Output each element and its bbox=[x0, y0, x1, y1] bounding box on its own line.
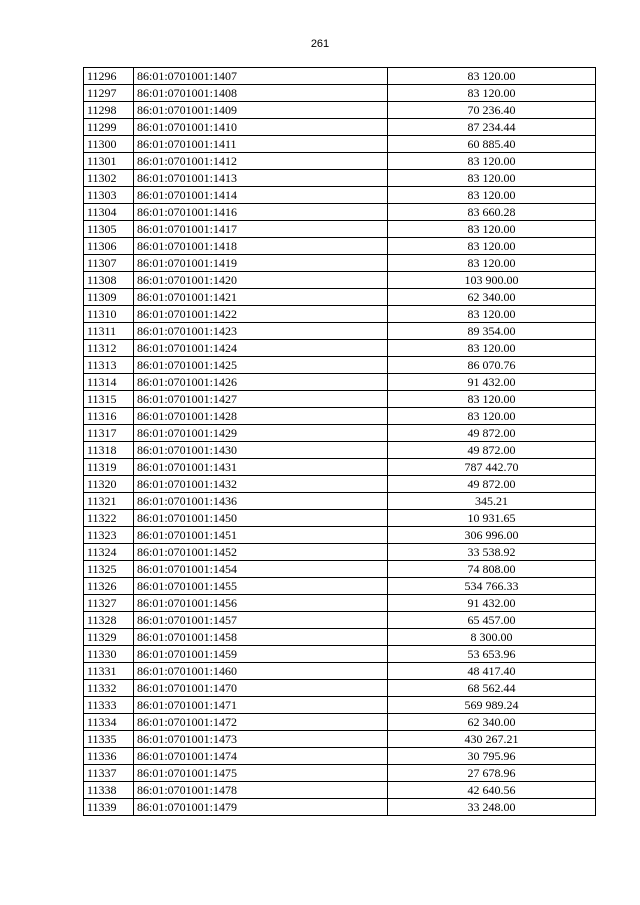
cadastral-number-cell: 86:01:0701001:1418 bbox=[134, 238, 388, 255]
table-row bbox=[84, 391, 596, 408]
cadastral-number-cell: 86:01:0701001:1411 bbox=[134, 136, 388, 153]
row-number-cell: 11301 bbox=[84, 153, 134, 170]
value-cell: 83 120.00 bbox=[388, 153, 596, 170]
table-row bbox=[84, 527, 596, 544]
table-row bbox=[84, 425, 596, 442]
value-cell: 68 562.44 bbox=[388, 680, 596, 697]
value-cell: 70 236.40 bbox=[388, 102, 596, 119]
value-cell: 33 248.00 bbox=[388, 799, 596, 816]
cadastral-number-cell: 86:01:0701001:1429 bbox=[134, 425, 388, 442]
value-cell: 83 120.00 bbox=[388, 408, 596, 425]
value-cell: 787 442.70 bbox=[388, 459, 596, 476]
row-number-cell: 11334 bbox=[84, 714, 134, 731]
cadastral-number-cell: 86:01:0701001:1451 bbox=[134, 527, 388, 544]
value-cell: 83 120.00 bbox=[388, 340, 596, 357]
row-number-cell: 11300 bbox=[84, 136, 134, 153]
row-number-cell: 11315 bbox=[84, 391, 134, 408]
cadastral-number-cell: 86:01:0701001:1470 bbox=[134, 680, 388, 697]
cadastral-number-cell: 86:01:0701001:1475 bbox=[134, 765, 388, 782]
cadastral-number-cell: 86:01:0701001:1427 bbox=[134, 391, 388, 408]
cadastral-number-cell: 86:01:0701001:1460 bbox=[134, 663, 388, 680]
value-cell: 8 300.00 bbox=[388, 629, 596, 646]
cadastral-number-cell: 86:01:0701001:1412 bbox=[134, 153, 388, 170]
table-row bbox=[84, 595, 596, 612]
value-cell: 83 120.00 bbox=[388, 391, 596, 408]
row-number-cell: 11318 bbox=[84, 442, 134, 459]
cadastral-number-cell: 86:01:0701001:1420 bbox=[134, 272, 388, 289]
table-row bbox=[84, 408, 596, 425]
row-number-cell: 11333 bbox=[84, 697, 134, 714]
table-row bbox=[84, 374, 596, 391]
cadastral-number-cell: 86:01:0701001:1425 bbox=[134, 357, 388, 374]
table-row bbox=[84, 697, 596, 714]
cadastral-number-cell: 86:01:0701001:1410 bbox=[134, 119, 388, 136]
row-number-cell: 11327 bbox=[84, 595, 134, 612]
table-row bbox=[84, 799, 596, 816]
cadastral-number-cell: 86:01:0701001:1424 bbox=[134, 340, 388, 357]
table-row bbox=[84, 459, 596, 476]
value-cell: 74 808.00 bbox=[388, 561, 596, 578]
registry-table bbox=[83, 67, 596, 816]
table-row bbox=[84, 119, 596, 136]
value-cell: 42 640.56 bbox=[388, 782, 596, 799]
table-row bbox=[84, 170, 596, 187]
row-number-cell: 11309 bbox=[84, 289, 134, 306]
cadastral-number-cell: 86:01:0701001:1458 bbox=[134, 629, 388, 646]
table-row bbox=[84, 306, 596, 323]
cadastral-number-cell: 86:01:0701001:1454 bbox=[134, 561, 388, 578]
row-number-cell: 11321 bbox=[84, 493, 134, 510]
row-number-cell: 11304 bbox=[84, 204, 134, 221]
cadastral-number-cell: 86:01:0701001:1416 bbox=[134, 204, 388, 221]
value-cell: 49 872.00 bbox=[388, 425, 596, 442]
value-cell: 49 872.00 bbox=[388, 442, 596, 459]
value-cell: 306 996.00 bbox=[388, 527, 596, 544]
value-cell: 33 538.92 bbox=[388, 544, 596, 561]
cadastral-number-cell: 86:01:0701001:1419 bbox=[134, 255, 388, 272]
value-cell: 83 120.00 bbox=[388, 68, 596, 85]
value-cell: 48 417.40 bbox=[388, 663, 596, 680]
table-row bbox=[84, 136, 596, 153]
cadastral-number-cell: 86:01:0701001:1472 bbox=[134, 714, 388, 731]
table-row bbox=[84, 85, 596, 102]
cadastral-number-cell: 86:01:0701001:1478 bbox=[134, 782, 388, 799]
row-number-cell: 11328 bbox=[84, 612, 134, 629]
table-row bbox=[84, 323, 596, 340]
row-number-cell: 11337 bbox=[84, 765, 134, 782]
row-number-cell: 11299 bbox=[84, 119, 134, 136]
value-cell: 534 766.33 bbox=[388, 578, 596, 595]
value-cell: 30 795.96 bbox=[388, 748, 596, 765]
table-row bbox=[84, 612, 596, 629]
row-number-cell: 11310 bbox=[84, 306, 134, 323]
row-number-cell: 11331 bbox=[84, 663, 134, 680]
table-row bbox=[84, 765, 596, 782]
cadastral-number-cell: 86:01:0701001:1431 bbox=[134, 459, 388, 476]
table-row bbox=[84, 340, 596, 357]
table-row bbox=[84, 748, 596, 765]
cadastral-number-cell: 86:01:0701001:1459 bbox=[134, 646, 388, 663]
cadastral-number-cell: 86:01:0701001:1414 bbox=[134, 187, 388, 204]
cadastral-number-cell: 86:01:0701001:1479 bbox=[134, 799, 388, 816]
value-cell: 89 354.00 bbox=[388, 323, 596, 340]
cadastral-number-cell: 86:01:0701001:1471 bbox=[134, 697, 388, 714]
table-row bbox=[84, 204, 596, 221]
row-number-cell: 11313 bbox=[84, 357, 134, 374]
value-cell: 83 120.00 bbox=[388, 85, 596, 102]
cadastral-number-cell: 86:01:0701001:1473 bbox=[134, 731, 388, 748]
value-cell: 62 340.00 bbox=[388, 289, 596, 306]
value-cell: 83 120.00 bbox=[388, 306, 596, 323]
cadastral-number-cell: 86:01:0701001:1421 bbox=[134, 289, 388, 306]
cadastral-number-cell: 86:01:0701001:1426 bbox=[134, 374, 388, 391]
value-cell: 83 120.00 bbox=[388, 187, 596, 204]
table-row bbox=[84, 578, 596, 595]
value-cell: 53 653.96 bbox=[388, 646, 596, 663]
cadastral-number-cell: 86:01:0701001:1450 bbox=[134, 510, 388, 527]
value-cell: 83 120.00 bbox=[388, 238, 596, 255]
table-row bbox=[84, 510, 596, 527]
value-cell: 83 120.00 bbox=[388, 221, 596, 238]
table-row bbox=[84, 476, 596, 493]
table-row bbox=[84, 646, 596, 663]
row-number-cell: 11335 bbox=[84, 731, 134, 748]
cadastral-number-cell: 86:01:0701001:1408 bbox=[134, 85, 388, 102]
row-number-cell: 11332 bbox=[84, 680, 134, 697]
row-number-cell: 11296 bbox=[84, 68, 134, 85]
value-cell: 83 120.00 bbox=[388, 255, 596, 272]
cadastral-number-cell: 86:01:0701001:1423 bbox=[134, 323, 388, 340]
row-number-cell: 11330 bbox=[84, 646, 134, 663]
row-number-cell: 11303 bbox=[84, 187, 134, 204]
table-row bbox=[84, 714, 596, 731]
cadastral-number-cell: 86:01:0701001:1428 bbox=[134, 408, 388, 425]
cadastral-number-cell: 86:01:0701001:1430 bbox=[134, 442, 388, 459]
cadastral-number-cell: 86:01:0701001:1409 bbox=[134, 102, 388, 119]
row-number-cell: 11326 bbox=[84, 578, 134, 595]
row-number-cell: 11325 bbox=[84, 561, 134, 578]
row-number-cell: 11306 bbox=[84, 238, 134, 255]
page-number: 261 bbox=[310, 38, 330, 50]
table-row bbox=[84, 238, 596, 255]
table-row bbox=[84, 442, 596, 459]
value-cell: 430 267.21 bbox=[388, 731, 596, 748]
value-cell: 87 234.44 bbox=[388, 119, 596, 136]
table-row bbox=[84, 272, 596, 289]
row-number-cell: 11298 bbox=[84, 102, 134, 119]
row-number-cell: 11324 bbox=[84, 544, 134, 561]
table-row bbox=[84, 289, 596, 306]
row-number-cell: 11320 bbox=[84, 476, 134, 493]
cadastral-number-cell: 86:01:0701001:1456 bbox=[134, 595, 388, 612]
table-row bbox=[84, 663, 596, 680]
value-cell: 345.21 bbox=[388, 493, 596, 510]
table-row bbox=[84, 544, 596, 561]
table-row bbox=[84, 187, 596, 204]
cadastral-number-cell: 86:01:0701001:1455 bbox=[134, 578, 388, 595]
table-row bbox=[84, 680, 596, 697]
row-number-cell: 11319 bbox=[84, 459, 134, 476]
value-cell: 65 457.00 bbox=[388, 612, 596, 629]
value-cell: 10 931.65 bbox=[388, 510, 596, 527]
value-cell: 62 340.00 bbox=[388, 714, 596, 731]
row-number-cell: 11338 bbox=[84, 782, 134, 799]
value-cell: 60 885.40 bbox=[388, 136, 596, 153]
table-row bbox=[84, 357, 596, 374]
value-cell: 91 432.00 bbox=[388, 374, 596, 391]
cadastral-number-cell: 86:01:0701001:1457 bbox=[134, 612, 388, 629]
value-cell: 86 070.76 bbox=[388, 357, 596, 374]
row-number-cell: 11302 bbox=[84, 170, 134, 187]
row-number-cell: 11305 bbox=[84, 221, 134, 238]
cadastral-number-cell: 86:01:0701001:1474 bbox=[134, 748, 388, 765]
row-number-cell: 11329 bbox=[84, 629, 134, 646]
table-row bbox=[84, 561, 596, 578]
row-number-cell: 11339 bbox=[84, 799, 134, 816]
value-cell: 83 120.00 bbox=[388, 170, 596, 187]
row-number-cell: 11323 bbox=[84, 527, 134, 544]
cadastral-number-cell: 86:01:0701001:1432 bbox=[134, 476, 388, 493]
cadastral-number-cell: 86:01:0701001:1413 bbox=[134, 170, 388, 187]
value-cell: 49 872.00 bbox=[388, 476, 596, 493]
row-number-cell: 11312 bbox=[84, 340, 134, 357]
table-row bbox=[84, 255, 596, 272]
row-number-cell: 11307 bbox=[84, 255, 134, 272]
row-number-cell: 11297 bbox=[84, 85, 134, 102]
cadastral-number-cell: 86:01:0701001:1417 bbox=[134, 221, 388, 238]
row-number-cell: 11316 bbox=[84, 408, 134, 425]
value-cell: 569 989.24 bbox=[388, 697, 596, 714]
table-row bbox=[84, 221, 596, 238]
row-number-cell: 11311 bbox=[84, 323, 134, 340]
cadastral-number-cell: 86:01:0701001:1452 bbox=[134, 544, 388, 561]
row-number-cell: 11308 bbox=[84, 272, 134, 289]
value-cell: 91 432.00 bbox=[388, 595, 596, 612]
registry-table-body bbox=[84, 68, 596, 816]
table-row bbox=[84, 153, 596, 170]
row-number-cell: 11317 bbox=[84, 425, 134, 442]
row-number-cell: 11314 bbox=[84, 374, 134, 391]
table-row bbox=[84, 782, 596, 799]
cadastral-number-cell: 86:01:0701001:1407 bbox=[134, 68, 388, 85]
cadastral-number-cell: 86:01:0701001:1422 bbox=[134, 306, 388, 323]
table-row bbox=[84, 102, 596, 119]
row-number-cell: 11336 bbox=[84, 748, 134, 765]
table-row bbox=[84, 731, 596, 748]
value-cell: 103 900.00 bbox=[388, 272, 596, 289]
table-row bbox=[84, 629, 596, 646]
value-cell: 83 660.28 bbox=[388, 204, 596, 221]
value-cell: 27 678.96 bbox=[388, 765, 596, 782]
table-row bbox=[84, 493, 596, 510]
table-row bbox=[84, 68, 596, 85]
cadastral-number-cell: 86:01:0701001:1436 bbox=[134, 493, 388, 510]
row-number-cell: 11322 bbox=[84, 510, 134, 527]
